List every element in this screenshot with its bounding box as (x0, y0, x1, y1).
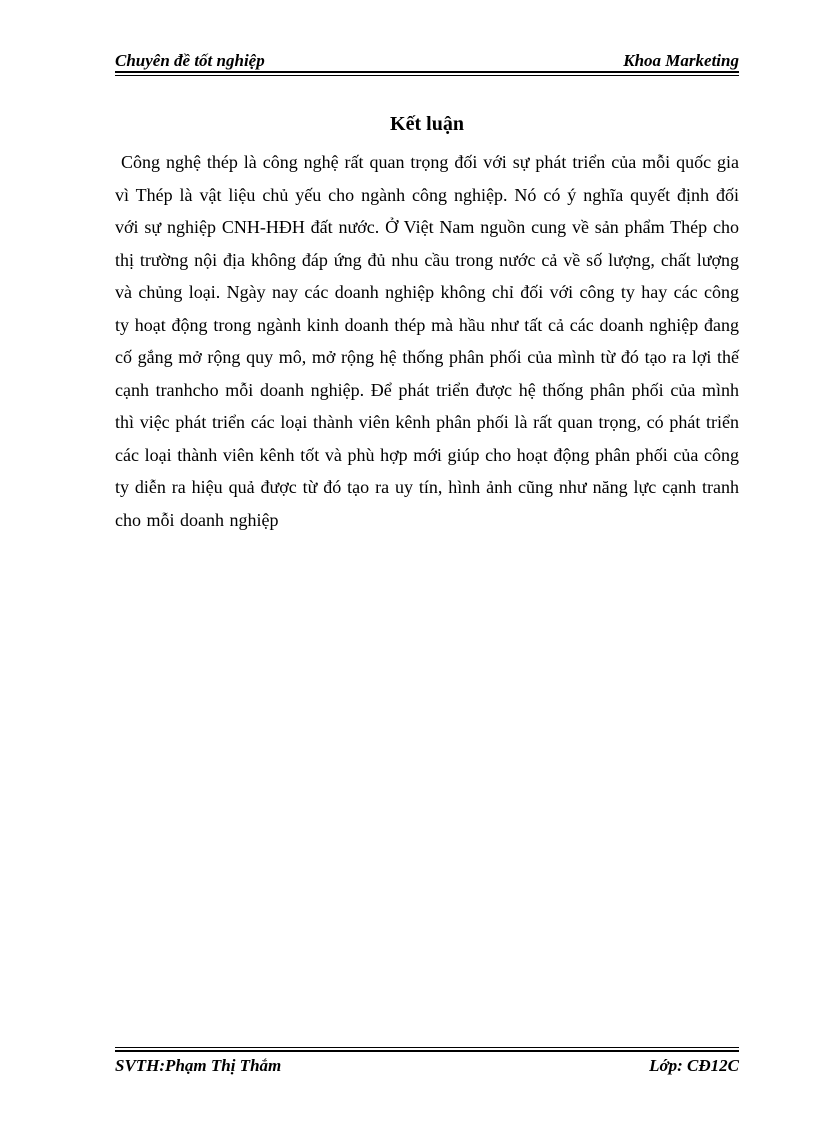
document-title: Kết luận (390, 113, 464, 135)
footer-left-text: SVTH:Phạm Thị Thắm (115, 1056, 282, 1075)
header-divider-thick (115, 71, 739, 73)
page-header (115, 47, 739, 71)
footer-divider-thin (115, 1047, 739, 1048)
header-left-text: Chuyên đề tốt nghiệp (115, 51, 265, 70)
page-footer (115, 1054, 739, 1078)
body-paragraph: Công nghệ thép là công nghệ rất quan trọng đối với sự phát triển của mỗi quốc gia vì Thép là vật liệu chủ yếu cho ngành công nghiệp. Nó có ý nghĩa quyết định đối với sự nghiệp CNH-HĐH đất nước. Ở Việt Nam nguồn cung về sản phẩm Thép cho thị trường nội địa không đáp ứng đủ nhu cầu trong nước cả về số lượng, chất lượng và chủng loại. Ngày nay các doanh nghiệp không chỉ đối với công ty hay các công ty hoạt động trong ngành kinh doanh thép mà hầu như tất cả các doanh nghiệp đang cố gắng mở rộng quy mô, mở rộng hệ thống phân phối của mình từ đó tạo ra lợi thế cạnh tranhcho mỗi doanh nghiệp. Để phát triển được hệ thống phân phối của mình thì việc phát triển các loại thành viên kênh phân phối là rất quan trọng, có phát triển các loại thành viên kênh tốt và phù hợp mới giúp cho hoạt động phân phối của công ty diễn ra hiệu quả được từ đó tạo ra uy tín, hình ảnh cũng như năng lực cạnh tranh cho mỗi doanh nghiệp (115, 152, 739, 530)
header-divider-thin (115, 75, 739, 76)
header-right-text: Khoa Marketing (623, 51, 739, 70)
footer-right-text: Lớp: CĐ12C (649, 1056, 739, 1075)
footer-divider-thick (115, 1050, 739, 1052)
